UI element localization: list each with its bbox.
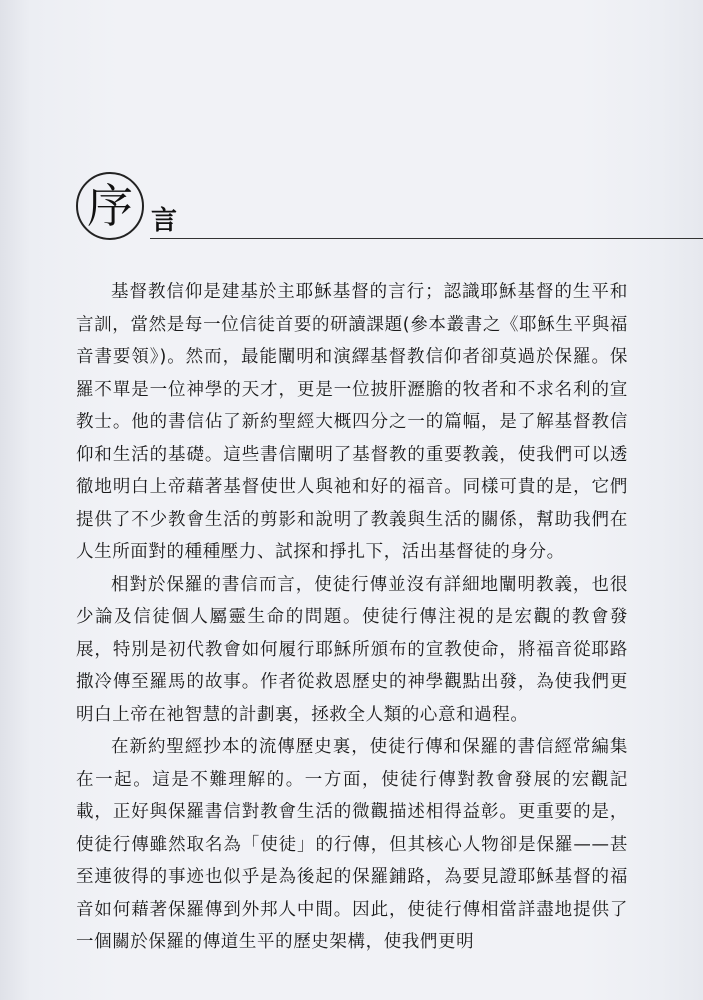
body-text	[76, 276, 628, 959]
paragraph-2: 相對於保羅的書信而言，使徒行傳並沒有詳細地闡明教義，也很少論及信徒個人屬靈生命的問題。使徒行傳注視的是宏觀的教會發展，特別是初代教會如何履行耶穌所頒布的宣教使命，將福音從耶路撒冷傳至羅馬的故事。作者從救恩歷史的神學觀點出發，為使我們更明白上帝在祂智慧的計劃裏，拯救全人類的心意和過程。	[76, 574, 628, 725]
paragraph-1: 基督教信仰是建基於主耶穌基督的言行；認識耶穌基督的生平和言訓，當然是每一位信徒首要的研讀課題(參本叢書之《耶穌生平與福音書要領》)。然而，最能闡明和演繹基督教信仰者卻莫過於保羅。保羅不單是一位神學的天才，更是一位披肝瀝膽的牧者和不求名利的宣教士。他的書信佔了新約聖經大概四分之一的篇幅，是了解基督教信仰和生活的基礎。這些書信闡明了基督教的重要教義，使我們可以透徹地明白上帝藉著基督使世人與祂和好的福音。同樣可貴的是，它們提供了不少教會生活的剪影和說明了教義與生活的關係，幫助我們在人生所面對的種種壓力、試探和掙扎下，活出基督徒的身分。	[76, 282, 628, 562]
paragraph-3: 在新約聖經抄本的流傳歷史裏，使徒行傳和保羅的書信經常編集在一起。這是不難理解的。一方面，使徒行傳對教會發展的宏觀記載，正好與保羅書信對教會生活的微觀描述相得益彰。更重要的是，使徒行傳雖然取名為「使徒」的行傳，但其核心人物卻是保羅——甚至連彼得的事迹也似乎是為後起的保羅鋪路，為要見證耶穌基督的福音如何藉著保羅傳到外邦人中間。因此，使徒行傳相當詳盡地提供了一個關於保羅的傳道生平的歷史架構，使我們更明	[76, 737, 628, 952]
heading-underline	[150, 238, 703, 239]
heading-circled-character: 序	[76, 172, 144, 240]
section-heading	[76, 172, 636, 244]
heading-second-character: 言	[151, 206, 178, 236]
